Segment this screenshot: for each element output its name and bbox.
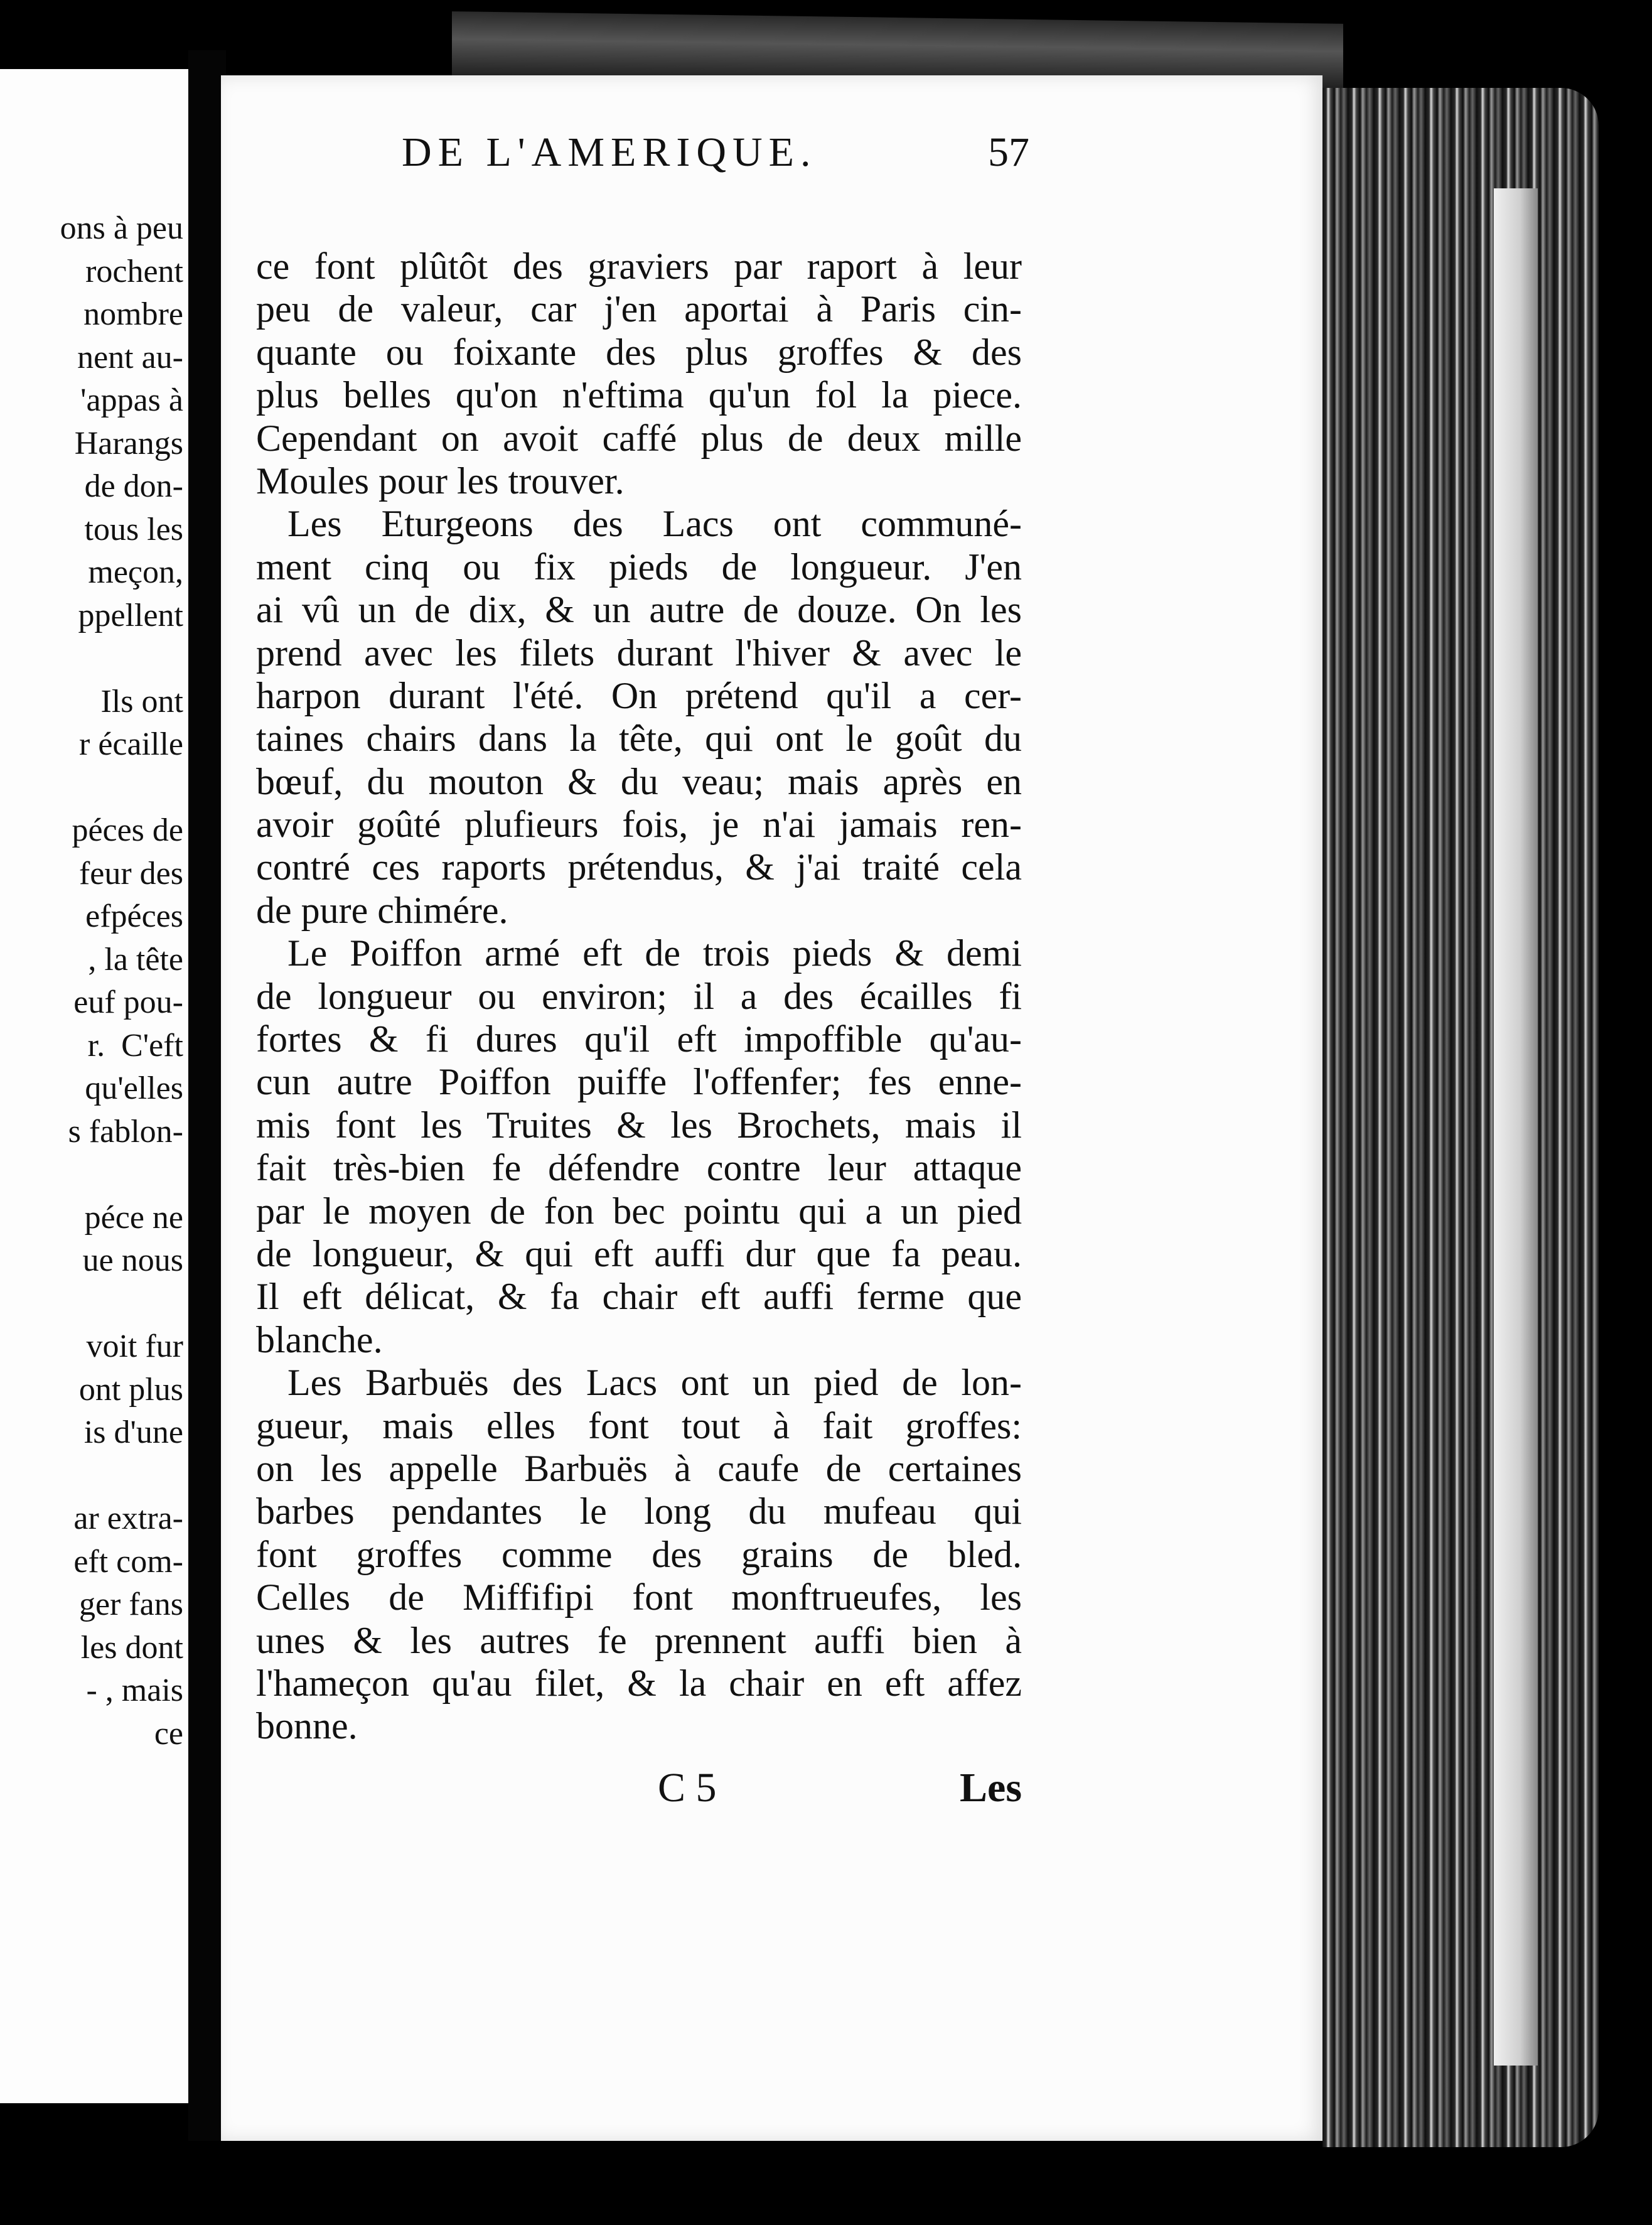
left-page-line: nent au- <box>77 339 183 375</box>
left-page-line: , la tête <box>88 941 183 978</box>
left-page-line: efpéces <box>85 898 183 934</box>
left-page-line: ons à peu <box>60 210 183 246</box>
text-line: contré ces raports prétendus, & j'ai traité cela <box>256 846 1022 888</box>
left-page-line: ont plus <box>78 1371 183 1408</box>
text-line: de pure chimére. <box>256 889 508 931</box>
left-page-line: ger fans <box>78 1587 183 1622</box>
text-line: gueur, mais elles font tout à fait groffes: <box>256 1404 1022 1447</box>
left-page-line: 'appas à <box>80 382 183 418</box>
left-page-line: les dont <box>80 1629 183 1666</box>
left-page-line <box>60 1455 183 1498</box>
text-line: avoir goûté plufieurs fois, je n'ai jamais ren- <box>256 804 1022 846</box>
body-text <box>256 245 1022 1748</box>
left-page-line: feur des <box>78 855 183 892</box>
left-page-line: rochent <box>85 253 183 289</box>
left-page-line: de don- <box>84 468 183 504</box>
text-line: barbes pendantes le long du mufeau qui <box>256 1490 1022 1533</box>
catchword: Les <box>960 1765 1022 1811</box>
left-page-line: tous les <box>84 511 183 547</box>
left-page-line: voit fur <box>86 1328 183 1364</box>
text-line: quante ou foixante des plus groffes & des <box>256 331 1022 373</box>
text-line: bœuf, du mouton & du veau; mais après en <box>256 760 1022 802</box>
left-page-line: s fablon- <box>68 1113 183 1150</box>
text-line: ai vû un de dix, & un autre de douze. On les <box>256 589 1022 631</box>
text-line: Celles de Miffifipi font monftrueufes, les <box>256 1576 1022 1619</box>
text-line: Les Barbuës des Lacs ont un pied de lon- <box>287 1362 1022 1404</box>
text-line: blanche. <box>256 1318 383 1360</box>
left-page-line: - , mais <box>86 1673 183 1708</box>
text-line: Moules pour les trouver. <box>256 460 625 502</box>
book-gutter <box>188 50 226 2141</box>
text-line: Il eft délicat, & fa chair eft auffi ferme que <box>256 1276 1022 1318</box>
left-page-line: is d'une <box>83 1414 183 1450</box>
left-page-text <box>60 207 183 1755</box>
text-line: plus belles qu'on n'eftima qu'un fol la piece. <box>256 374 1022 416</box>
left-page-line: r. C'eft <box>87 1027 183 1064</box>
left-page-line: ar extra- <box>73 1500 183 1536</box>
text-line: de longueur ou environ; il a des écailles fi <box>256 975 1022 1017</box>
page-footer <box>256 1764 1022 1814</box>
page-number: 57 <box>988 129 1029 175</box>
text-line: fortes & fi dures qu'il eft impoffible qu'au- <box>256 1018 1022 1060</box>
left-facing-page <box>0 69 191 2103</box>
left-page-line: r écaille <box>79 726 183 762</box>
text-line: peu de valeur, car j'en aportai à Paris cin- <box>256 288 1022 330</box>
page-block-edge <box>1322 88 1599 2147</box>
left-page-line <box>60 1283 183 1326</box>
left-page-line <box>60 637 183 681</box>
left-page-line: péces de <box>72 812 183 848</box>
left-page-line: Harangs <box>74 425 183 461</box>
left-page-line: nombre <box>83 296 183 332</box>
text-line: ce font plûtôt des graviers par raport à leur <box>256 245 1022 287</box>
left-page-line: Ils ont <box>100 683 183 719</box>
text-line: Cependant on avoit caffé plus de deux mille <box>256 417 1022 459</box>
left-page-line <box>60 1153 183 1197</box>
page-block-highlight <box>1494 188 1538 2066</box>
text-line: Le Poiffon armé eft de trois pieds & demi <box>287 932 1022 974</box>
left-page-line: ppellent <box>78 597 183 633</box>
left-page-line: ce <box>154 1715 183 1752</box>
text-line: taines chairs dans la tête, qui ont le goût du <box>256 718 1022 760</box>
text-line: cun autre Poiffon puiffe l'offenfer; fes enne- <box>256 1061 1022 1103</box>
left-page-line: qu'elles <box>85 1070 183 1106</box>
left-page-line: eft com- <box>73 1543 183 1580</box>
text-line: font groffes comme des grains de bled. <box>256 1533 1022 1575</box>
left-page-line: péce ne <box>84 1199 183 1236</box>
text-line: bonne. <box>256 1705 358 1747</box>
running-head-title: DE L'AMERIQUE. <box>402 129 817 175</box>
text-line: fait très-bien fe défendre contre leur attaque <box>256 1147 1022 1189</box>
text-line: par le moyen de fon bec pointu qui a un pied <box>256 1190 1022 1232</box>
text-line: mis font les Truites & les Brochets, mais il <box>256 1104 1022 1146</box>
text-line: prend avec les filets durant l'hiver & avec le <box>256 632 1022 674</box>
signature-mark: C 5 <box>658 1765 717 1811</box>
left-page-line: ue nous <box>82 1242 183 1278</box>
text-line: de longueur, & qui eft auffi dur que fa peau. <box>256 1232 1022 1274</box>
text-line: ment cinq ou fix pieds de longueur. J'en <box>256 546 1022 588</box>
left-page-line: meçon, <box>88 554 183 590</box>
text-line: harpon durant l'été. On prétend qu'il a cer- <box>256 674 1022 716</box>
text-line: l'hameçon qu'au filet, & la chair en eft affez <box>256 1662 1022 1704</box>
left-page-line <box>60 767 183 810</box>
text-line: on les appelle Barbuës à caufe de certaines <box>256 1447 1022 1489</box>
left-page-line: euf pou- <box>73 984 183 1020</box>
text-line: unes & les autres fe prennent auffi bien à <box>256 1619 1022 1661</box>
text-line: Les Eturgeons des Lacs ont communé- <box>287 503 1022 545</box>
